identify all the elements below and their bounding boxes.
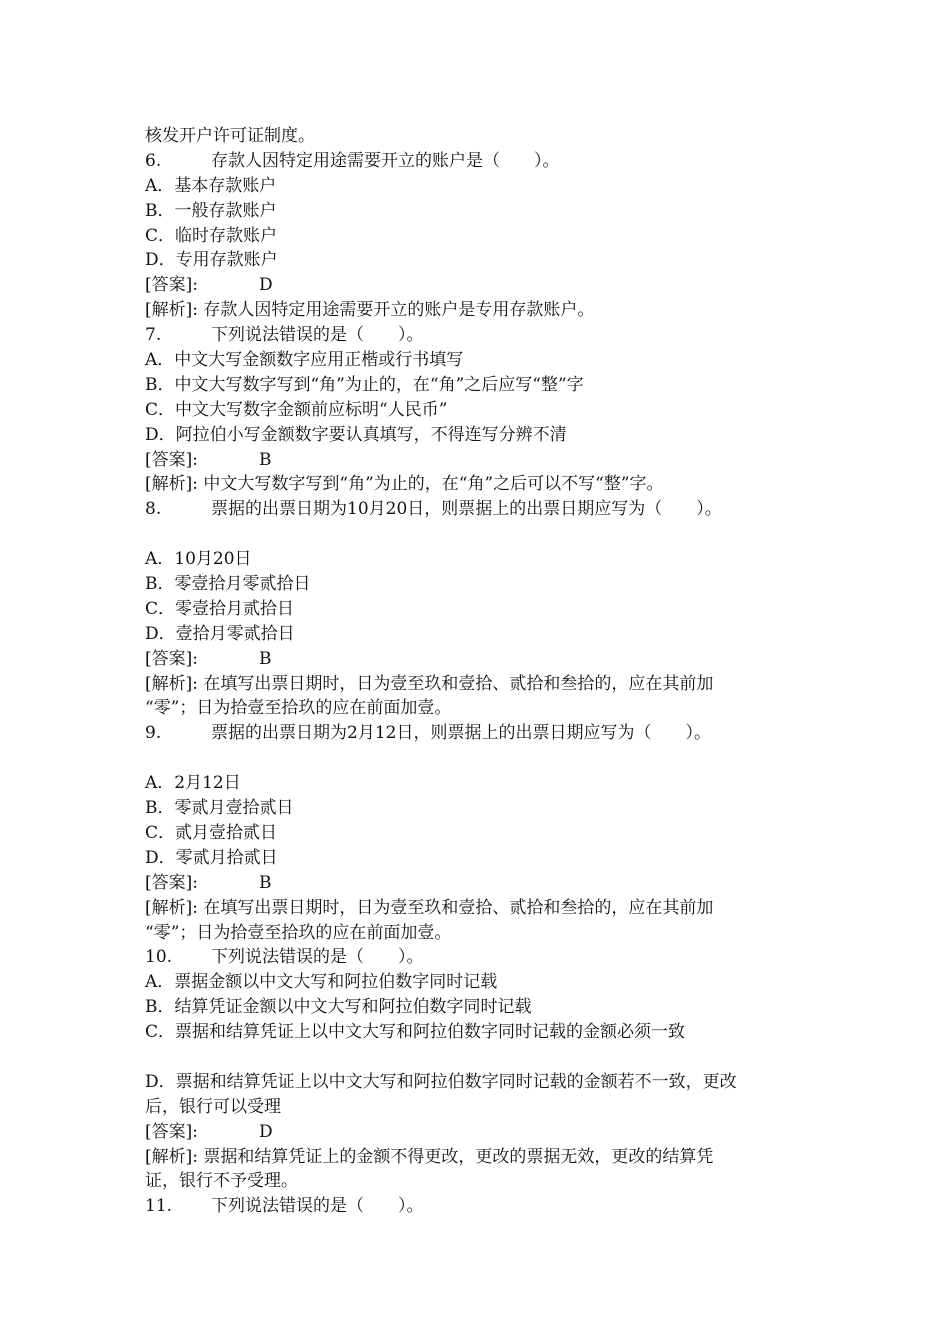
- text-line: [解析]: 票据和结算凭证上的金额不得更改，更改的票据无效，更改的结算凭: [145, 1146, 714, 1167]
- text-line: C．贰月壹拾贰日: [145, 822, 278, 843]
- text-line: D．票据和结算凭证上以中文大写和阿拉伯数字同时记载的金额若不一致，更改: [145, 1071, 737, 1092]
- text-line: [解析]: 在填写出票日期时，日为壹至玖和壹拾、贰拾和叁拾的，应在其前加: [145, 673, 714, 694]
- text-line: B．结算凭证金额以中文大写和阿拉伯数字同时记载: [145, 997, 532, 1018]
- text-line: D．阿拉伯小写金额数字要认真填写，不得连写分辨不清: [145, 424, 567, 445]
- text-line: C．票据和结算凭证上以中文大写和阿拉伯数字同时记载的金额必须一致: [145, 1022, 686, 1043]
- question-line: [145, 945, 825, 970]
- document-page: [145, 124, 825, 1219]
- text-line: D．壹拾月零贰拾日: [145, 623, 295, 644]
- blank-line: [145, 522, 825, 547]
- answer-value: D: [259, 1121, 273, 1142]
- text-line: B．零壹拾月零贰拾日: [145, 574, 311, 595]
- question-number: 11.: [145, 1196, 173, 1217]
- text-line: C．临时存款账户: [145, 225, 278, 246]
- question-text: 票据的出票日期为10月20日，则票据上的出票日期应写为（ ）。: [211, 499, 722, 520]
- text-line: 后，银行可以受理: [145, 1096, 281, 1117]
- text-line: “零”；日为拾壹至拾玖的应在前面加壹。: [145, 922, 452, 943]
- answer-line: [145, 448, 825, 473]
- answer-label: [答案]:: [145, 872, 198, 893]
- question-line: [145, 497, 825, 522]
- question-line: [145, 721, 825, 746]
- question-number: 9.: [145, 723, 162, 744]
- question-number: 10.: [145, 947, 173, 968]
- answer-label: [答案]:: [145, 648, 198, 669]
- text-line: 证，银行不予受理。: [145, 1171, 298, 1192]
- text-line: D．专用存款账户: [145, 250, 278, 271]
- blank-line: [145, 1045, 825, 1070]
- text-line: D．零贰月拾贰日: [145, 847, 278, 868]
- text-line: C．中文大写数字金额前应标明“人民币”: [145, 399, 448, 420]
- question-number: 8.: [145, 499, 162, 520]
- text-line: A．10月20日: [145, 549, 252, 570]
- question-text: 下列说法错误的是（ ）。: [211, 325, 424, 346]
- text-line: A．2月12日: [145, 773, 241, 794]
- question-line: [145, 149, 825, 174]
- answer-line: [145, 647, 825, 672]
- text-line: [解析]: 在填写出票日期时，日为壹至玖和壹拾、贰拾和叁拾的，应在其前加: [145, 897, 714, 918]
- answer-label: [答案]:: [145, 1121, 198, 1142]
- answer-label: [答案]:: [145, 275, 198, 296]
- text-line: B．一般存款账户: [145, 200, 277, 221]
- answer-value: D: [259, 275, 273, 296]
- blank-line: [145, 746, 825, 771]
- text-line: 核发开户许可证制度。: [145, 126, 315, 146]
- answer-line: [145, 1120, 825, 1145]
- answer-value: B: [259, 648, 272, 669]
- text-line: A．基本存款账户: [145, 175, 277, 196]
- question-line: [145, 1194, 825, 1219]
- answer-value: B: [259, 872, 272, 893]
- text-line: [解析]: 存款人因特定用途需要开立的账户是专用存款账户。: [145, 300, 595, 321]
- text-line: B．中文大写数字写到“角”为止的，在“角”之后应写“整”字: [145, 374, 584, 395]
- answer-line: [145, 273, 825, 298]
- question-text: 下列说法错误的是（ ）。: [211, 947, 424, 968]
- text-line: C．零壹拾月贰拾日: [145, 598, 295, 619]
- question-line: [145, 323, 825, 348]
- question-number: 6.: [145, 150, 162, 171]
- question-text: 票据的出票日期为2月12日，则票据上的出票日期应写为（ ）。: [211, 723, 711, 744]
- answer-line: [145, 871, 825, 896]
- answer-label: [答案]:: [145, 449, 198, 470]
- text-line: A．中文大写金额数字应用正楷或行书填写: [145, 350, 464, 371]
- question-text: 下列说法错误的是（ ）。: [211, 1196, 424, 1217]
- text-line: A．票据金额以中文大写和阿拉伯数字同时记载: [145, 972, 498, 993]
- question-text: 存款人因特定用途需要开立的账户是（ ）。: [211, 150, 560, 171]
- text-line: B．零贰月壹拾贰日: [145, 798, 294, 819]
- question-number: 7.: [145, 325, 162, 346]
- text-line: [解析]: 中文大写数字写到“角”为止的，在“角”之后可以不写“整”字。: [145, 474, 664, 495]
- text-line: “零”；日为拾壹至拾玖的应在前面加壹。: [145, 698, 452, 719]
- answer-value: B: [259, 449, 272, 470]
